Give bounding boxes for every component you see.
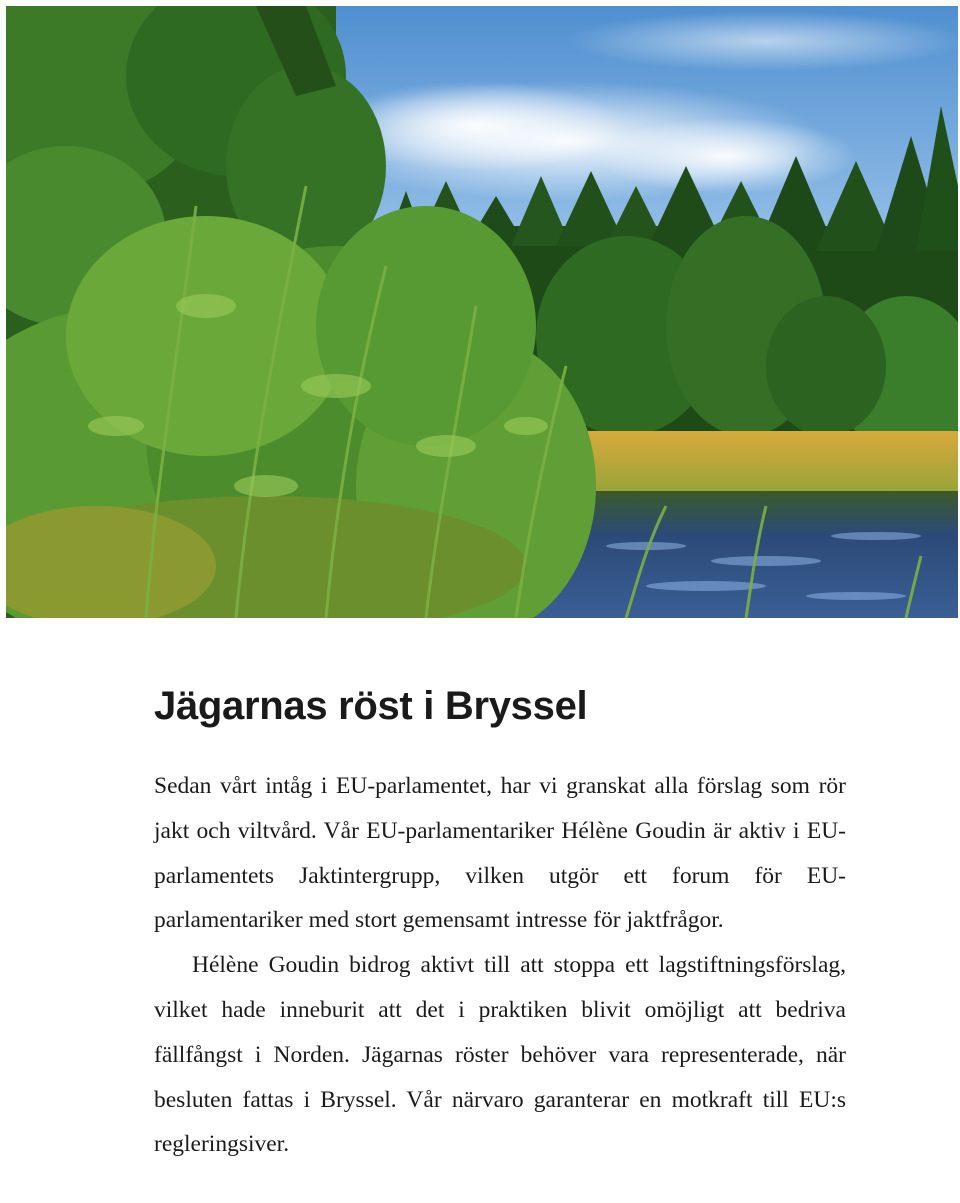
foreground-shrubs — [6, 206, 596, 618]
article-body — [154, 764, 846, 1167]
landscape-photo — [6, 6, 958, 618]
article-heading: Jägarnas röst i Bryssel — [154, 684, 588, 728]
paragraph-2: Hélène Goudin bidrog aktivt till att stoppa ett lagstiftningsförslag, vilket hade inneburit att det i praktiken blivit omöjligt att bedriva fällfångst i Norden. Jägarnas röster behöver vara representerade, när besluten fattas i Bryssel. Vår närvaro garanterar en motkraft till EU:s regleringsiver. — [154, 952, 846, 1158]
paragraph-1: Sedan vårt intåg i EU-parlamentet, har vi granskat alla förslag som rör jakt och viltvård. Vår EU-parlamentariker Hélène Goudin är aktiv i EU-parlamentets Jaktintergrupp, vilken utgör ett forum för EU-parlamentariker med stort gemensamt intresse för jaktfrågor. — [154, 773, 846, 934]
forest-lake-illustration — [6, 6, 958, 618]
